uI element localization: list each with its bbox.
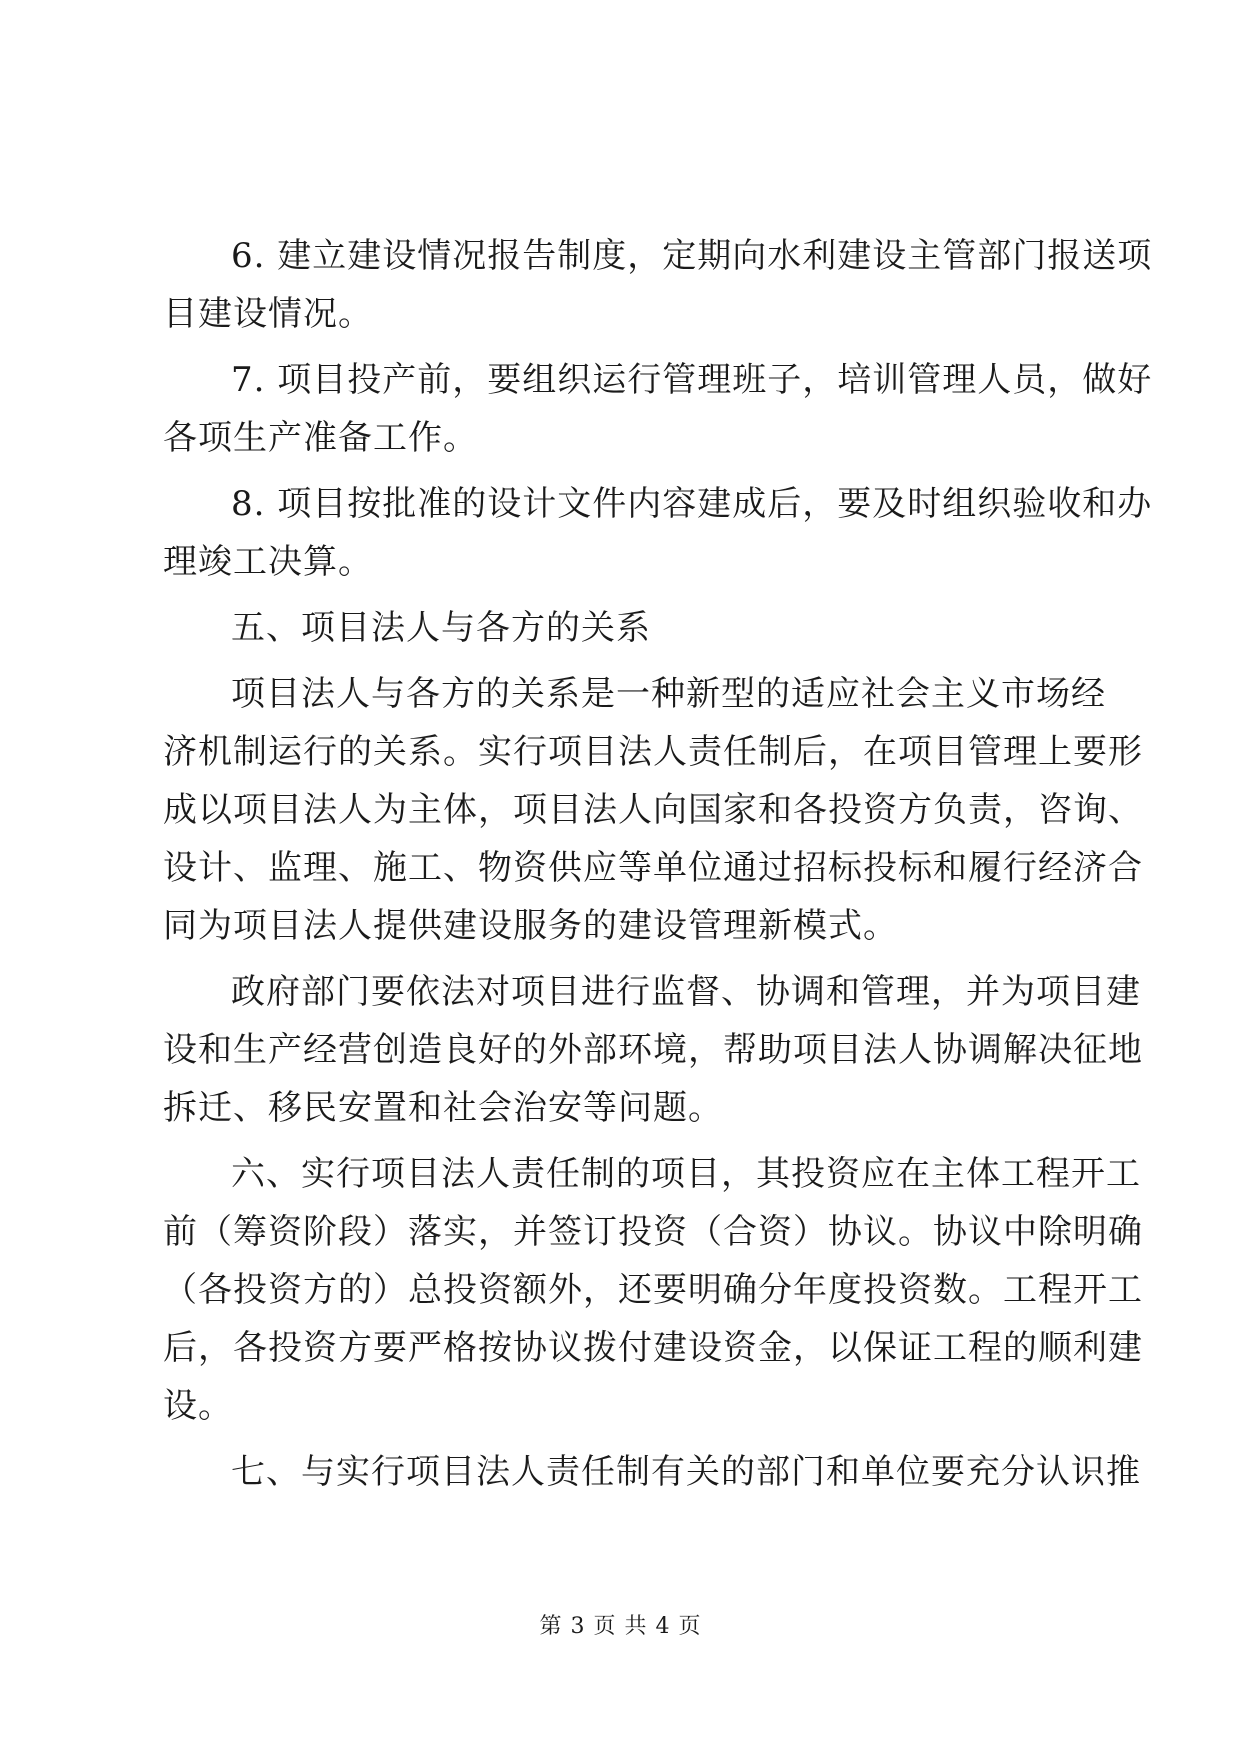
paragraph-line: 七、与实行项目法人责任制有关的部门和单位要充分认识推: [231, 1452, 1141, 1492]
paragraph-line: 六、实行项目法人责任制的项目，其投资应在主体工程开工: [231, 1154, 1141, 1194]
paragraph-line: 前（筹资阶段）落实，并签订投资（合资）协议。协议中除明确: [163, 1212, 1143, 1252]
paragraph-line: （各投资方的）总投资额外，还要明确分年度投资数。工程开工: [163, 1270, 1143, 1310]
paragraph-line: 拆迁、移民安置和社会治安等问题。: [163, 1088, 723, 1128]
paragraph-line: 成以项目法人为主体，项目法人向国家和各投资方负责，咨询、: [163, 790, 1143, 830]
paragraph-line: 同为项目法人提供建设服务的建设管理新模式。: [163, 906, 898, 946]
paragraph-line: 各项生产准备工作。: [163, 418, 478, 458]
document-body: [163, 227, 1153, 1501]
paragraph-line: 目建设情况。: [163, 294, 373, 334]
paragraph-line: 政府部门要依法对项目进行监督、协调和管理，并为项目建: [231, 972, 1141, 1012]
paragraph-line: 8. 项目按批准的设计文件内容建成后，要及时组织验收和办: [231, 484, 1153, 524]
page-number-footer: 第 3 页 共 4 页: [539, 1614, 702, 1639]
paragraph-line: 设。: [163, 1386, 233, 1426]
paragraph-line: 设和生产经营创造良好的外部环境，帮助项目法人协调解决征地: [163, 1030, 1143, 1070]
paragraph-line: 理竣工决算。: [163, 542, 373, 582]
paragraph-line: 济机制运行的关系。实行项目法人责任制后，在项目管理上要形: [163, 732, 1143, 772]
paragraph-line: 后，各投资方要严格按协议拨付建设资金，以保证工程的顺利建: [163, 1328, 1143, 1368]
paragraph-line: 设计、监理、施工、物资供应等单位通过招标投标和履行经济合: [163, 848, 1143, 888]
paragraph-line: 项目法人与各方的关系是一种新型的适应社会主义市场经: [231, 674, 1106, 714]
paragraph-line: 6. 建立建设情况报告制度，定期向水利建设主管部门报送项: [231, 236, 1153, 276]
section-heading: 五、项目法人与各方的关系: [231, 608, 651, 648]
paragraph-line: 7. 项目投产前，要组织运行管理班子，培训管理人员，做好: [231, 360, 1153, 400]
